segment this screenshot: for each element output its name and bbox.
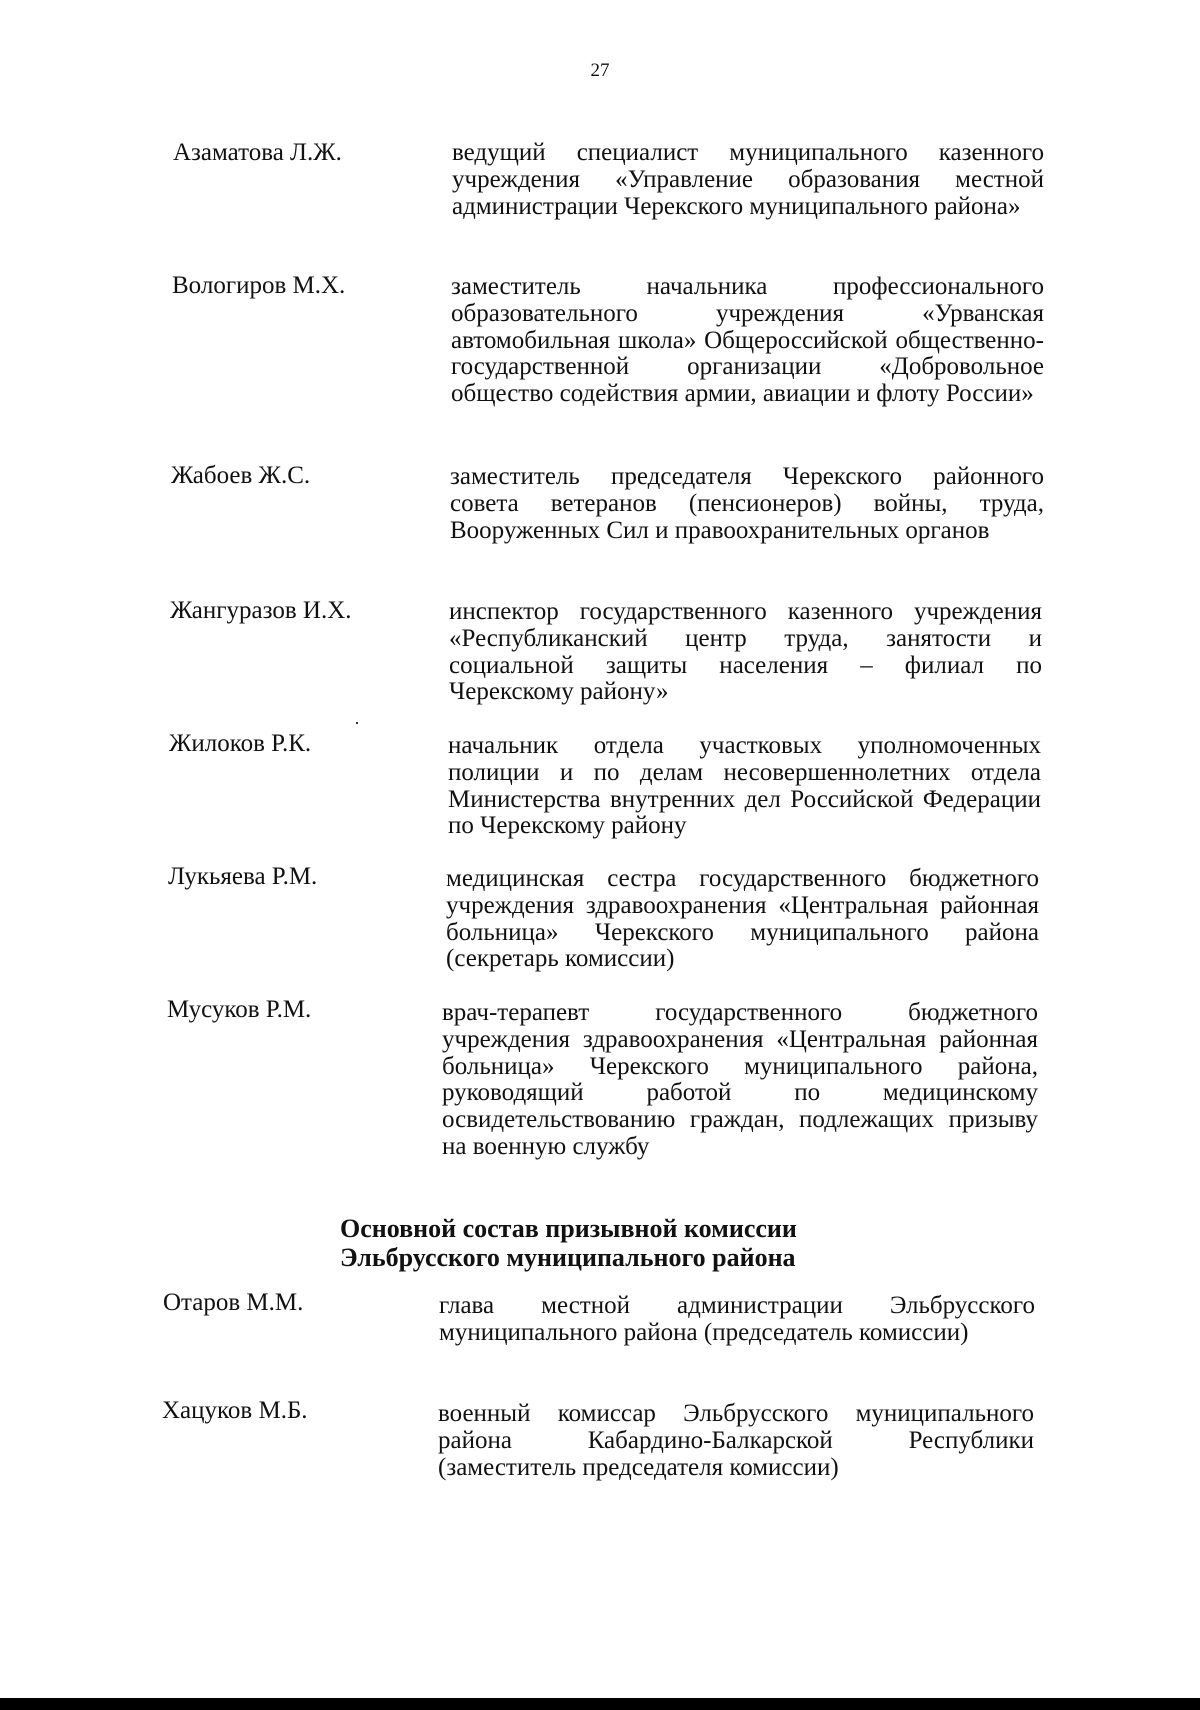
member-name: Хацуков М.Б. — [162, 1397, 308, 1424]
member-name: Жилоков Р.К. — [169, 730, 312, 757]
member-name: Вологиров М.Х. — [172, 272, 346, 299]
member-description: заместитель председателя Черекского районного совета ветеранов (пенсионеров) войны, труда, Вооруженных Сил и правоохранительных органов — [450, 463, 1044, 544]
member-description: ведущий специалист муниципального казенного учреждения «Управление образования местной администрации Черекского муниципального района» — [452, 139, 1044, 220]
scan-speck — [356, 722, 358, 724]
member-name: Азаматова Л.Ж. — [173, 139, 342, 166]
member-description: медицинская сестра государственного бюджетного учреждения здравоохранения «Центральная районная больница» Черекского муниципального района (секретарь комиссии) — [446, 865, 1039, 973]
member-name: Мусуков Р.М. — [167, 996, 312, 1023]
member-description: военный комиссар Эльбрусского муниципального района Кабардино-Балкарской Республики (заместитель председателя комиссии) — [438, 1400, 1034, 1481]
member-name: Жангуразов И.Х. — [170, 597, 352, 624]
member-description: заместитель начальника профессионального образовательного учреждения «Урванская автомобильная школа» Общероссийской общественно-государственной организации «Добровольное общество содействия армии, авиации и флоту России» — [451, 273, 1044, 408]
member-name: Жабоев Ж.С. — [171, 462, 311, 489]
scan-bottom-edge — [0, 1698, 1200, 1710]
member-description: врач-терапевт государственного бюджетного учреждения здравоохранения «Центральная районная больница» Черекского муниципального района, руководящий работой по медицинскому освидетельствованию граждан, подлежащих призыву на военную службу — [442, 999, 1038, 1160]
page-number: 27 — [590, 60, 610, 81]
member-description: инспектор государственного казенного учреждения «Республиканский центр труда, занятости и социальной защиты населения – филиал по Черекскому району» — [449, 598, 1042, 706]
member-description: глава местной администрации Эльбрусского муниципального района (председатель комиссии) — [439, 1292, 1035, 1346]
member-name: Лукьяева Р.М. — [168, 863, 318, 890]
section-heading — [340, 1214, 900, 1272]
member-description: начальник отдела участковых уполномоченных полиции и по делам несовершеннолетних отдела Министерства внутренних дел Российской Федерации по Черекскому району — [448, 732, 1041, 840]
section-heading-line: Основной состав призывной комиссии — [340, 1214, 797, 1243]
member-name: Отаров М.М. — [163, 1289, 304, 1316]
section-heading-line: Эльбрусского муниципального района — [340, 1243, 796, 1272]
